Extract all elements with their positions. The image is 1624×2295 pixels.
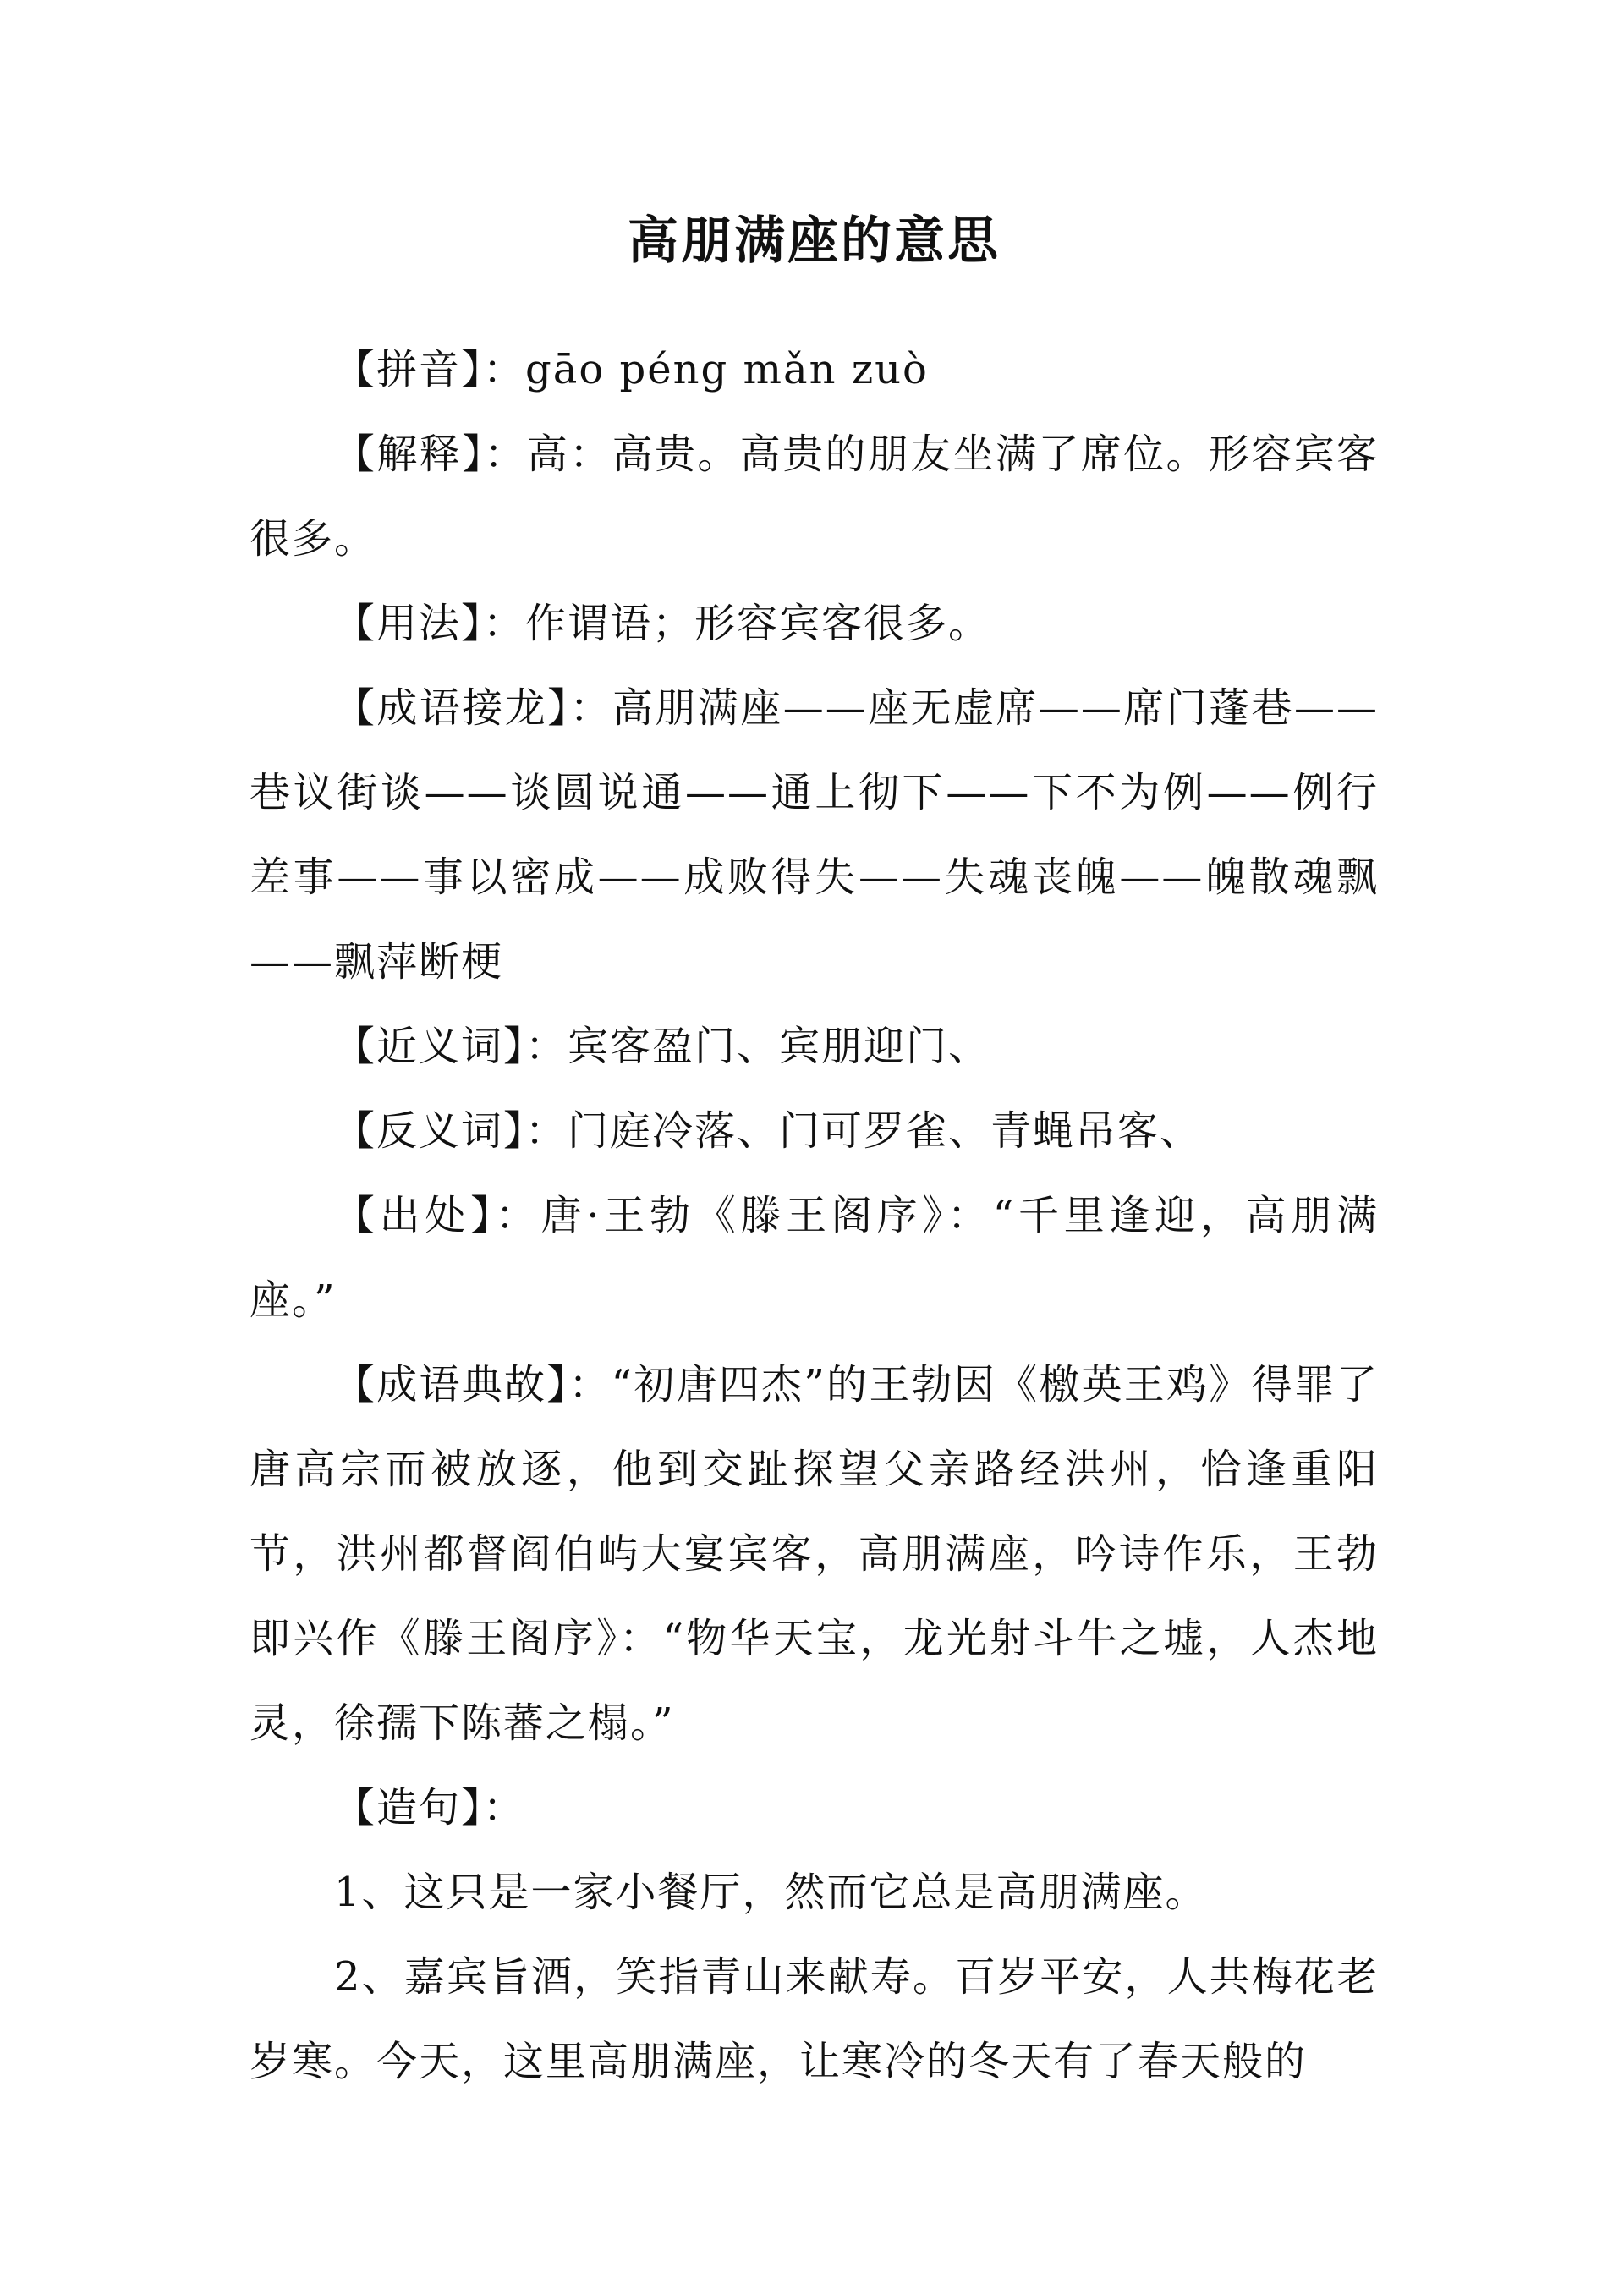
document-body — [250, 190, 1379, 2104]
usage-paragraph: 【用法】：作谓语；形容宾客很多。 — [334, 600, 991, 647]
allusion-paragraph: 【成语典故】：“初唐四杰”的王勃因《檄英王鸡》得罪了唐高宗而被放逐，他到交趾探望父亲路经洪州，恰逢重阳节，洪州都督阎伯屿大宴宾客，高朋满座，吟诗作乐，王勃即兴作《滕王阁序》：“物华天宝，龙光射斗牛之墟，人杰地灵，徐孺下陈蕃之榻。” — [250, 1361, 1379, 1747]
synonyms-paragraph: 【近义词】：宾客盈门、宾朋迎门、 — [334, 1023, 991, 1070]
source-paragraph: 【出处】：唐·王勃《滕王阁序》：“千里逢迎，高朋满座。” — [250, 1192, 1379, 1324]
pinyin-paragraph: 【拼音】：gāo péng mǎn zuò — [334, 346, 929, 393]
example-sentence-2: 2、嘉宾旨酒，笑指青山来献寿。百岁平安，人共梅花老岁寒。今天，这里高朋满座，让寒冷的冬天有了春天般的 — [250, 1953, 1379, 2085]
page-title: 高朋满座的意思 — [628, 211, 1001, 271]
explanation-paragraph: 【解释】：高：高贵。高贵的朋友坐满了席位。形容宾客很多。 — [250, 431, 1379, 563]
example-sentences-heading: 【造句】： — [334, 1784, 526, 1831]
antonyms-paragraph: 【反义词】：门庭冷落、门可罗雀、青蝇吊客、 — [334, 1107, 1203, 1155]
example-sentence-1: 1、这只是一家小餐厅，然而它总是高朋满座。 — [334, 1869, 1208, 1916]
idiom-chain-paragraph: 【成语接龙】：高朋满座——座无虚席——席门蓬巷——巷议街谈——谈圆说通——通上彻下——下不为例——例行差事——事以密成——成败得失——失魂丧魄——魄散魂飘——飘萍断梗 — [250, 684, 1379, 986]
